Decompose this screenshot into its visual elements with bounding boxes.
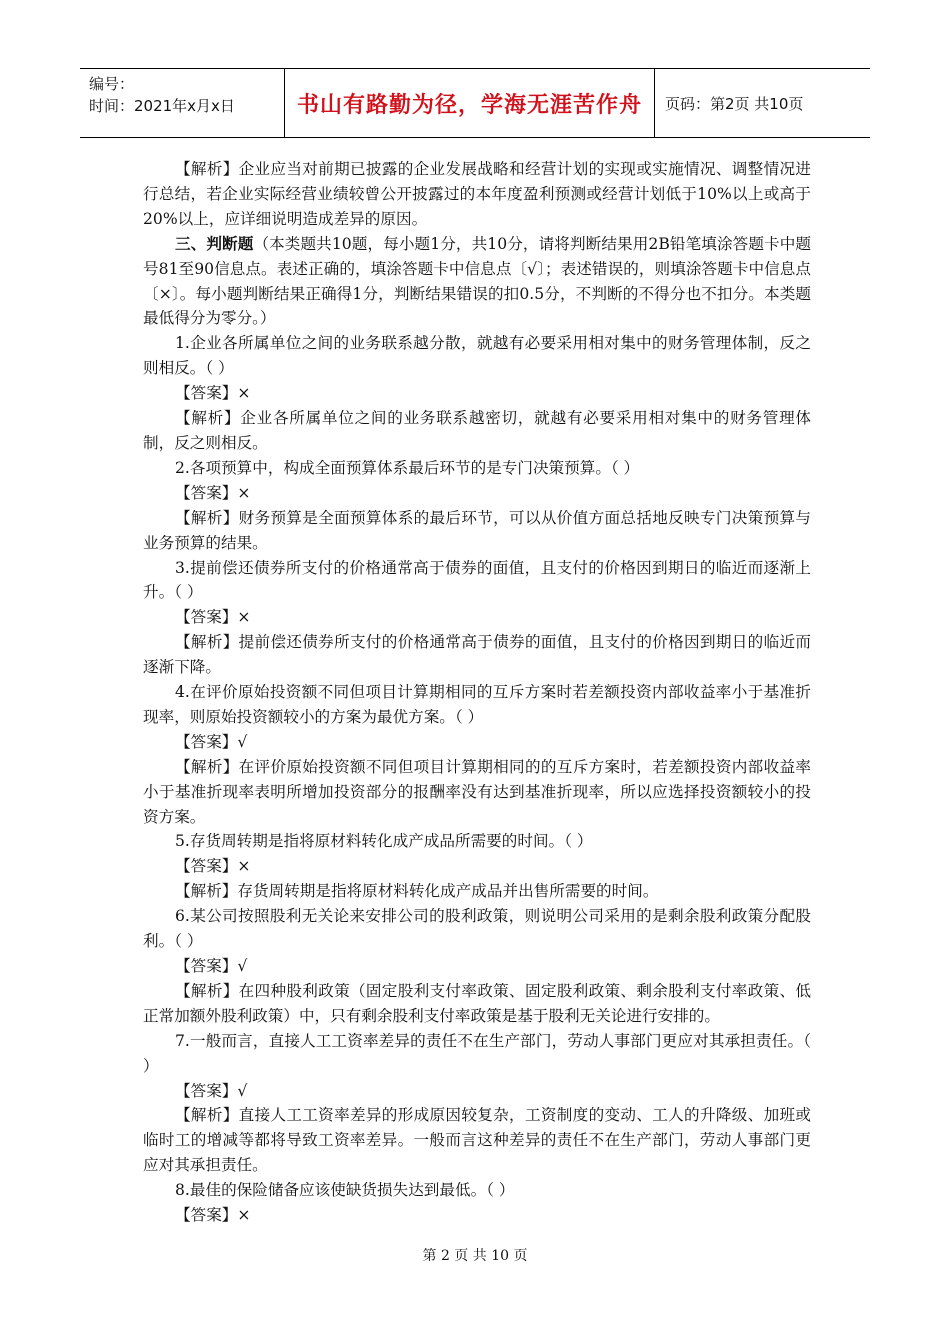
- question: 6.某公司按照股利无关论来安排公司的股利政策，则说明公司采用的是剩余股利政策分配股利。（ ）: [143, 907, 811, 951]
- answer: 【答案】×: [175, 384, 251, 403]
- header-motto-cell: [285, 69, 655, 137]
- paragraph: 【解析】企业应当对前期已披露的企业发展战略和经营计划的实现或实施情况、调整情况进行总结，若企业实际经营业绩较曾公开披露过的本年度盈利预测或经营计划低于10%以上或高于20%以上，应详细说明造成差异的原因。: [143, 160, 811, 228]
- section-intro: [143, 232, 811, 332]
- date-label: 时间：2021年x月x日: [89, 97, 235, 115]
- analysis: 【解析】财务预算是全面预算体系的最后环节，可以从价值方面总括地反映专门决策预算与业务预算的结果。: [143, 508, 811, 552]
- question: 7.一般而言，直接人工工资率差异的责任不在生产部门，劳动人事部门更应对其承担责任。（ ）: [143, 1031, 811, 1075]
- question: 1.企业各所属单位之间的业务联系越分散，就越有必要采用相对集中的财务管理体制，反之则相反。（ ）: [143, 334, 811, 378]
- question: 5.存货周转期是指将原材料转化成产成品所需要的时间。（ ）: [175, 832, 593, 851]
- question: 4.在评价原始投资额不同但项目计算期相同的互斥方案时若差额投资内部收益率小于基准折现率，则原始投资额较小的方案为最优方案。（ ）: [143, 683, 811, 726]
- analysis: 【解析】在四种股利政策（固定股利支付率政策、固定股利政策、剩余股利支付率政策、低正常加额外股利政策）中，只有剩余股利支付率政策是基于股利无关论进行安排的。: [143, 981, 811, 1025]
- motto-text: 书山有路勤为径，学海无涯苦作舟: [296, 92, 642, 118]
- document-body: [143, 157, 811, 1228]
- page-code: 页码：第2页 共10页: [665, 94, 804, 113]
- answer: 【答案】×: [175, 483, 251, 502]
- analysis: 【解析】在评价原始投资额不同但项目计算期相同的的互斥方案时，若差额投资内部收益率小于基准折现率表明所增加投资部分的报酬率没有达到基准折现率，所以应选择投资额较小的投资方案。: [143, 757, 811, 826]
- answer: 【答案】×: [175, 608, 251, 627]
- section-heading: 三、判断题: [175, 233, 254, 253]
- question: 3.提前偿还债券所支付的价格通常高于债券的面值，且支付的价格因到期日的临近而逐渐上升。（ ）: [143, 558, 811, 602]
- question: 8.最佳的保险储备应该使缺货损失达到最低。（ ）: [175, 1181, 515, 1200]
- page-footer: 第 2 页 共 10 页: [422, 1248, 528, 1264]
- serial-number-label: 编号：: [89, 75, 135, 93]
- answer: 【答案】×: [175, 1206, 251, 1225]
- question: 2.各项预算中，构成全面预算体系最后环节的是专门决策预算。（ ）: [175, 458, 640, 477]
- analysis: 【解析】企业各所属单位之间的业务联系越密切，就越有必要采用相对集中的财务管理体制，反之则相反。: [143, 409, 811, 452]
- answer: 【答案】√: [175, 1081, 248, 1100]
- answer: 【答案】√: [175, 957, 248, 975]
- analysis: 【解析】直接人工工资率差异的形成原因较复杂，工资制度的变动、工人的升降级、加班或临时工的增减等都将导致工资率差异。一般而言这种差异的责任不在生产部门，劳动人事部门更应对其承担责任。: [143, 1106, 811, 1175]
- header-page-code-cell: [655, 69, 870, 137]
- header-info-cell: [80, 69, 285, 137]
- analysis: 【解析】提前偿还债券所支付的价格通常高于债券的面值，且支付的价格因到期日的临近而逐渐下降。: [143, 633, 811, 677]
- section-instructions: （本类题共10题，每小题1分，共10分，请将判断结果用2B铅笔填涂答题卡中题号81至90信息点。表述正确的，填涂答题卡中信息点〔√〕；表述错误的，则填涂答题卡中信息点〔×〕。每小题判断结果正确得1分，判断结果错误的扣0.5分，不判断的不得分也不扣分。本类题最低得分为零分。）: [143, 234, 811, 328]
- analysis: 【解析】存货周转期是指将原材料转化成产成品并出售所需要的时间。: [175, 882, 659, 901]
- answer: 【答案】×: [175, 857, 251, 876]
- answer: 【答案】√: [175, 732, 248, 751]
- page-header: [80, 68, 870, 138]
